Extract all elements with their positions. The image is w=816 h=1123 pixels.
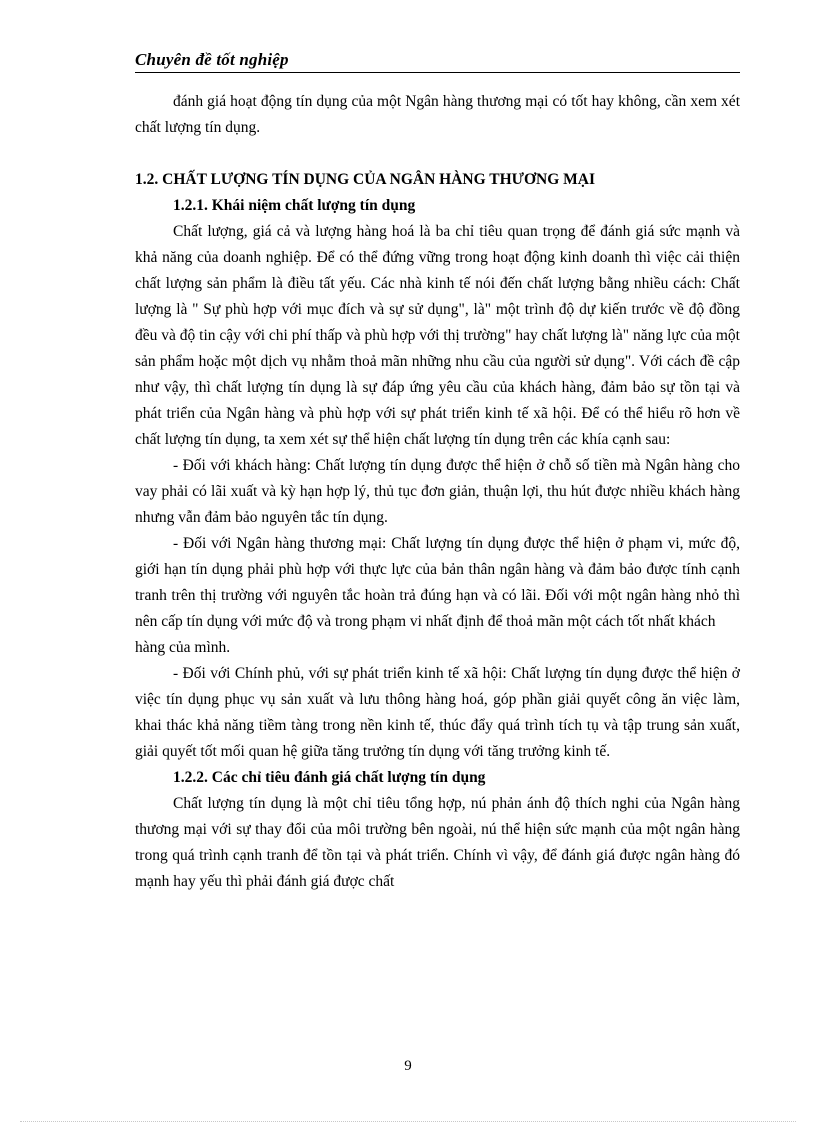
paragraph-indicators: Chất lượng tín dụng là một chỉ tiêu tổng hợp, nú phản ánh độ thích nghi của Ngân hàng thương mại với sự thay đổi của môi trường bên ngoài, nú thể hiện sức mạnh của một ngân hàng trong quá trình cạnh tranh để tồn tại và phát triển. Chính vì vậy, để đánh giá được ngân hàng đó mạnh hay yếu thì phải đánh giá được chất [135,795,740,890]
document-body [135,89,740,895]
page-number: 9 [404,1058,412,1074]
subsection-heading-1-2-1: 1.2.1. Khái niệm chất lượng tín dụng [173,197,416,214]
paragraph-intro: đánh giá hoạt động tín dụng của một Ngân hàng thương mại có tốt hay không, cần xem xét chất lượng tín dụng. [135,93,740,136]
page-bottom-divider [20,1121,796,1122]
paragraph-bank-continued: hàng của mình. [135,639,231,656]
paragraph-bank: - Đối với Ngân hàng thương mại: Chất lượng tín dụng được thể hiện ở phạm vi, mức độ, giới hạn tín dụng phải phù hợp với thực lực của bản thân ngân hàng và đảm bảo được tính cạnh tranh trên thị trường với nguyên tắc hoàn trả đúng hạn và có lãi. Đối với một ngân hàng nhỏ thì nên cấp tín dụng với mức độ và trong phạm vi nhất định để thoả mãn một cách tốt nhất khách [135,535,740,630]
page-header [135,50,740,73]
subsection-heading-1-2-2: 1.2.2. Các chỉ tiêu đánh giá chất lượng tín dụng [173,769,486,786]
paragraph-customer: - Đối với khách hàng: Chất lượng tín dụng được thể hiện ở chỗ số tiền mà Ngân hàng cho vay phải có lãi xuất và kỳ hạn hợp lý, thủ tục đơn giản, thuận lợi, thu hút được nhiều khách hàng nhưng vẫn đảm bảo nguyên tắc tín dụng. [135,457,740,526]
paragraph-government: - Đối với Chính phủ, với sự phát triển kinh tế xã hội: Chất lượng tín dụng được thể hiện ở việc tín dụng phục vụ sản xuất và lưu thông hàng hoá, góp phần giải quyết công ăn việc làm, khai thác khả năng tiềm tàng trong nền kinh tế, thúc đẩy quá trình tích tụ và tập trung sản xuất, giải quyết tốt mối quan hệ giữa tăng trưởng tín dụng với tăng trưởng kinh tế. [135,665,740,760]
paragraph-definition: Chất lượng, giá cả và lượng hàng hoá là ba chỉ tiêu quan trọng để đánh giá sức mạnh và khả năng của doanh nghiệp. Để có thể đứng vững trong hoạt động kinh doanh thì việc cải thiện chất lượng sản phẩm là điều tất yếu. Các nhà kinh tế nói đến chất lượng bằng nhiều cách: Chất lượng là " Sự phù hợp với mục đích và sự sử dụng", là" một trình độ dự kiến trước về độ đồng đều và độ tin cậy với chi phí thấp và phù hợp với thị trường" hay chất lượng là" năng lực của một sản phẩm hoặc một dịch vụ nhằm thoả mãn những nhu cầu của người sử dụng". Với cách đề cập như vậy, thì chất lượng tín dụng là sự đáp ứng yêu cầu của khách hàng, đảm bảo sự tồn tại và phát triển của Ngân hàng và phù hợp với sự phát triển kinh tế xã hội. Để có thể hiểu rõ hơn về chất lượng tín dụng, ta xem xét sự thể hiện chất lượng tín dụng trên các khía cạnh sau: [135,223,740,448]
header-title: Chuyên đề tốt nghiệp [135,50,289,69]
section-heading-1-2: 1.2. CHẤT LƯỢNG TÍN DỤNG CỦA NGÂN HÀNG THƯƠNG MẠI [135,171,596,188]
